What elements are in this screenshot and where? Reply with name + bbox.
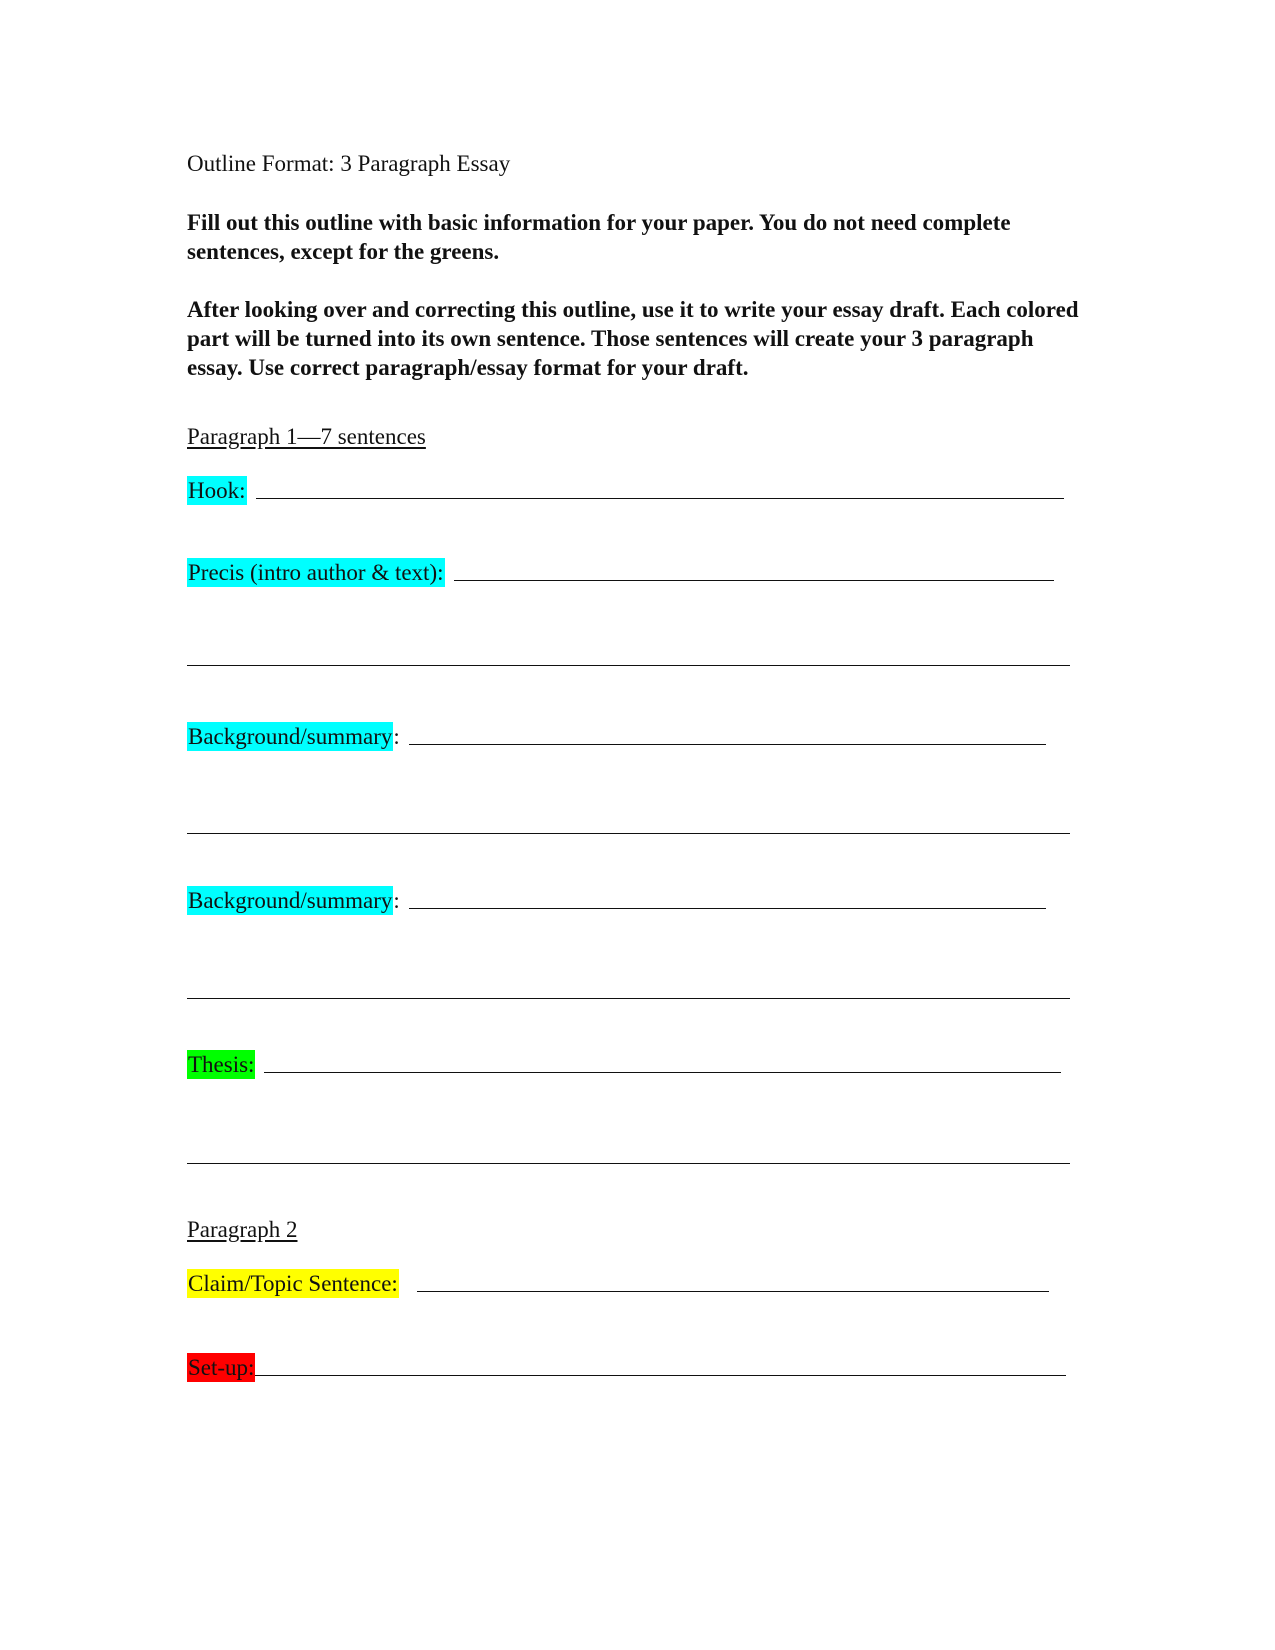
background-continuation-line-1[interactable] xyxy=(187,833,1070,834)
precis-label: Precis (intro author & text): xyxy=(188,560,444,585)
hook-answer-line[interactable] xyxy=(256,498,1064,499)
precis-row xyxy=(187,557,1054,587)
page-title: Outline Format: 3 Paragraph Essay xyxy=(187,151,511,176)
background-row-1 xyxy=(187,721,1046,751)
claim-row xyxy=(187,1268,1049,1298)
precis-answer-line[interactable] xyxy=(454,580,1054,581)
background-continuation-row-2 xyxy=(187,975,1070,1005)
background-label-2: Background/summary xyxy=(188,888,393,913)
hook-row xyxy=(187,475,1064,505)
instructions-paragraph-1: Fill out this outline with basic information for your paper. You do not need complete sentences, except for the greens. xyxy=(187,210,1011,264)
background-label-1: Background/summary xyxy=(188,724,393,749)
background-row-2 xyxy=(187,885,1046,915)
instructions-paragraph-2: After looking over and correcting this outline, use it to write your essay draft. Each colored part will be turned into its own sentence. Those sentences will create your 3 paragraph essay. Use correct paragraph/essay format for your draft. xyxy=(187,297,1079,380)
background-colon-2: : xyxy=(393,888,400,913)
thesis-row xyxy=(187,1049,1061,1079)
background-continuation-line-2[interactable] xyxy=(187,998,1070,999)
background-answer-line-2[interactable] xyxy=(409,908,1046,909)
background-answer-line-1[interactable] xyxy=(409,744,1046,745)
claim-answer-line[interactable] xyxy=(417,1291,1049,1292)
background-colon-1: : xyxy=(393,724,400,749)
setup-label: Set-up: xyxy=(188,1355,255,1380)
claim-label: Claim/Topic Sentence: xyxy=(188,1271,398,1296)
thesis-label: Thesis: xyxy=(188,1052,255,1077)
paragraph-1-heading: Paragraph 1—7 sentences xyxy=(187,424,426,449)
hook-label: Hook: xyxy=(188,478,246,503)
setup-answer-line[interactable] xyxy=(255,1375,1066,1376)
background-continuation-row-1 xyxy=(187,810,1070,840)
thesis-continuation-line[interactable] xyxy=(187,1163,1070,1164)
setup-row xyxy=(187,1352,1066,1382)
paragraph-2-heading: Paragraph 2 xyxy=(187,1217,298,1242)
thesis-continuation-row xyxy=(187,1140,1070,1170)
precis-continuation-line[interactable] xyxy=(187,665,1070,666)
thesis-answer-line[interactable] xyxy=(264,1072,1061,1073)
precis-continuation-row xyxy=(187,642,1070,672)
